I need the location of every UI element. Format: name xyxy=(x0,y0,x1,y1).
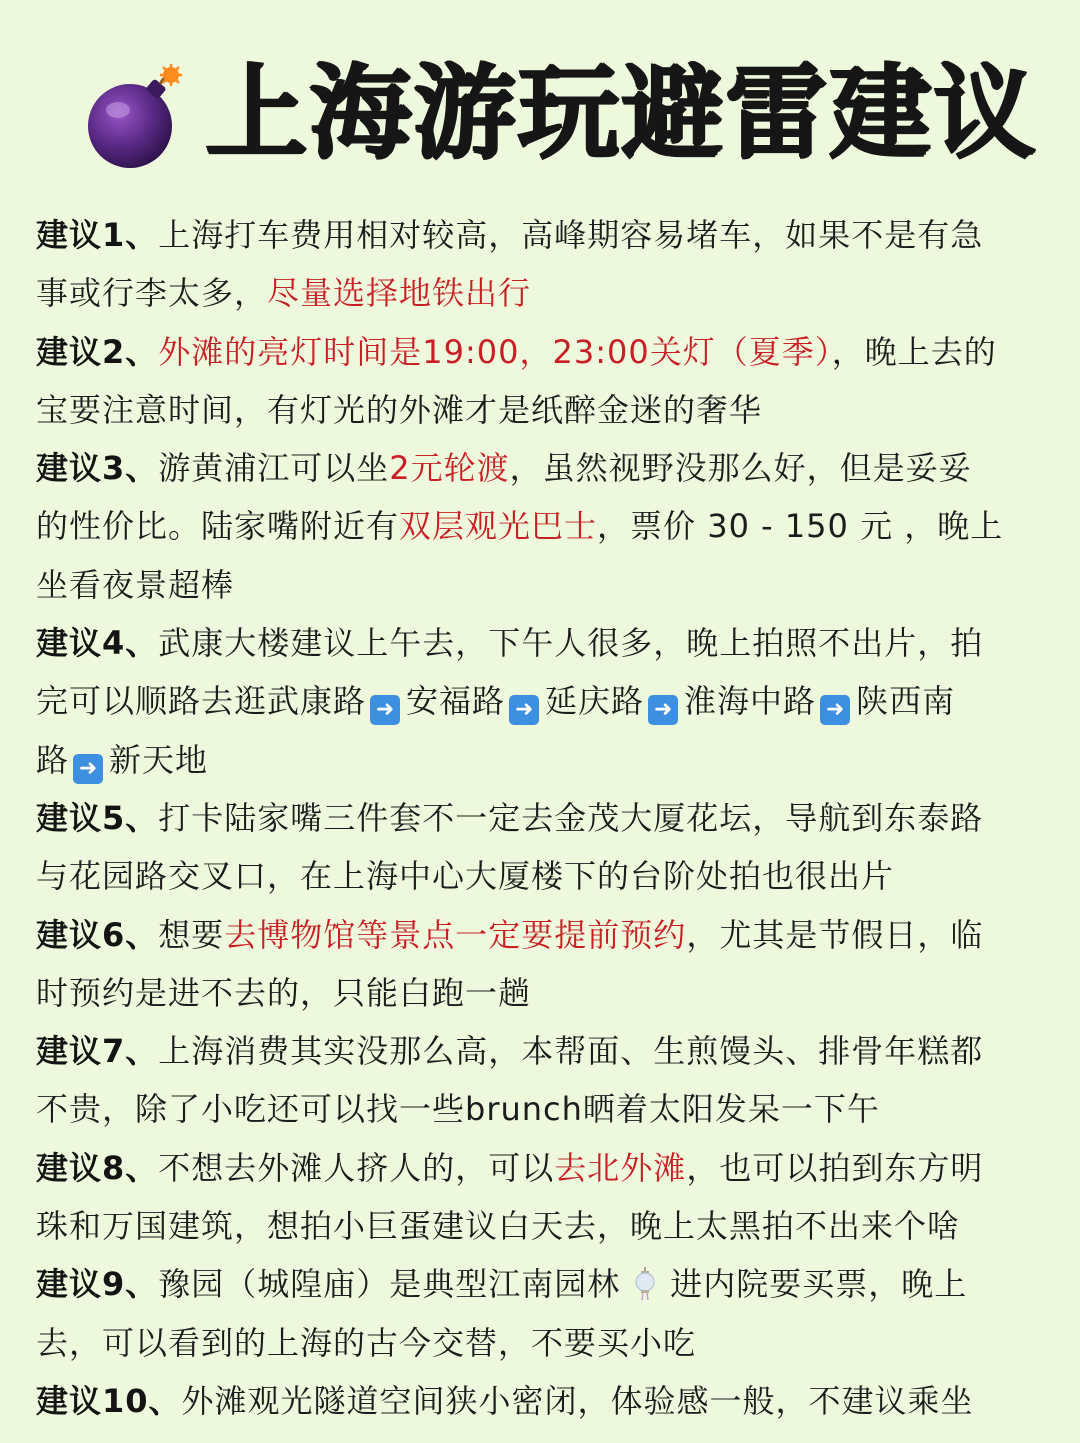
tip-4-line-2 xyxy=(36,672,1048,730)
tip-text: 陕西南 xyxy=(856,682,956,721)
tip-3-line-3 xyxy=(36,556,1048,614)
bomb-icon xyxy=(84,64,188,168)
tip-label: 建议8、 xyxy=(36,1148,159,1187)
tip-text: 淮海中路 xyxy=(684,682,817,721)
tip-text: 珠和万国建筑，想拍小巨蛋建议白天去，晚上太黑拍不出来个啥 xyxy=(36,1207,961,1246)
tip-text: ，晚上去的 xyxy=(831,332,997,371)
tip-text: 与花园路交叉口，在上海中心大厦楼下的台阶处拍也很出片 xyxy=(36,857,895,896)
tip-label: 建议4、 xyxy=(36,624,159,663)
tip-3-line-1 xyxy=(36,439,1048,497)
tip-text: 不想去外滩人挤人的，可以 xyxy=(158,1148,555,1187)
tip-label: 建议1、 xyxy=(36,216,159,254)
tip-1-line-1 xyxy=(36,206,1048,264)
tip-6-line-1 xyxy=(36,906,1048,964)
tip-text: 进内院要买票，晚上 xyxy=(670,1265,968,1304)
tip-label: 建议7、 xyxy=(36,1032,159,1071)
tip-text: 打卡陆家嘴三件套不一定去金茂大厦花坛，导航到东泰路 xyxy=(158,798,984,837)
arrow-right-icon: ➜ xyxy=(73,754,103,784)
tip-text: ，尤其是节假日，临 xyxy=(686,915,984,954)
tip-5-line-1 xyxy=(36,789,1048,847)
page-title: 上海游玩避雷建议 xyxy=(205,54,1037,173)
tips-list xyxy=(36,206,1048,1430)
tip-7-line-2 xyxy=(36,1080,1048,1138)
highlight-text: 去北外滩 xyxy=(554,1148,687,1187)
tip-label: 建议5、 xyxy=(36,798,159,837)
tip-label: 建议9、 xyxy=(36,1265,159,1304)
tip-text: 宝要注意时间，有灯光的外滩才是纸醉金迷的奢华 xyxy=(36,390,763,429)
tip-text: ，也可以拍到东方明 xyxy=(686,1148,984,1187)
tip-text: 路 xyxy=(36,740,70,779)
tip-4-line-3 xyxy=(36,731,1048,789)
tip-text: 安福路 xyxy=(406,682,506,721)
highlight-text: 外滩的亮灯时间是19:00，23:00关灯（夏季） xyxy=(158,332,832,371)
tip-text: 的性价比。陆家嘴附近有 xyxy=(36,507,400,546)
tip-6-line-2 xyxy=(36,964,1048,1022)
highlight-text: 2元轮渡 xyxy=(389,449,510,488)
tip-text: 游黄浦江可以坐 xyxy=(158,449,390,488)
tip-text: 时预约是进不去的，只能白跑一趟 xyxy=(36,973,532,1012)
tip-2-line-1 xyxy=(36,323,1048,381)
tip-text: 事或行李太多， xyxy=(36,274,268,313)
tip-text: ，票价 30 - 150 元 ，晚上 xyxy=(597,507,1004,546)
tip-3-line-2 xyxy=(36,497,1048,555)
tip-text: 延庆路 xyxy=(545,682,645,721)
tip-text: 外滩观光隧道空间狭小密闭，体验感一般，不建议乘坐 xyxy=(181,1381,974,1420)
tip-5-line-2 xyxy=(36,847,1048,905)
tip-1-line-2 xyxy=(36,264,1048,322)
arrow-right-icon: ➜ xyxy=(820,695,850,725)
tip-text: 新天地 xyxy=(109,740,209,779)
arrow-right-icon: ➜ xyxy=(509,695,539,725)
tip-text: 不贵，除了小吃还可以找一些brunch晒着太阳发呆一下午 xyxy=(36,1090,880,1129)
highlight-text: 双层观光巴士 xyxy=(399,507,598,546)
arrow-right-icon: ➜ xyxy=(648,695,678,725)
tip-8-line-2 xyxy=(36,1197,1048,1255)
lantern-icon xyxy=(630,1267,660,1301)
tip-10-line-1 xyxy=(36,1372,1048,1430)
tip-8-line-1 xyxy=(36,1139,1048,1197)
header xyxy=(0,50,1080,180)
tip-text: 武康大楼建议上午去，下午人很多，晚上拍照不出片，拍 xyxy=(158,624,984,663)
highlight-text: 去博物馆等景点一定要提前预约 xyxy=(224,915,687,954)
tip-label: 建议10、 xyxy=(36,1381,182,1420)
tip-text: 上海消费其实没那么高，本帮面、生煎馒头、排骨年糕都 xyxy=(158,1032,984,1071)
tip-label: 建议3、 xyxy=(36,449,159,488)
tip-4-line-1 xyxy=(36,614,1048,672)
tip-label: 建议2、 xyxy=(36,332,159,371)
tip-text: 上海打车费用相对较高，高峰期容易堵车，如果不是有急 xyxy=(158,216,984,254)
tip-text: ，虽然视野没那么好，但是妥妥 xyxy=(509,449,972,488)
tip-text: 去，可以看到的上海的古今交替，不要买小吃 xyxy=(36,1323,697,1362)
tip-text: 完可以顺路去逛武康路 xyxy=(36,682,367,721)
tip-9-line-1 xyxy=(36,1255,1048,1313)
tip-7-line-1 xyxy=(36,1022,1048,1080)
tip-2-line-2 xyxy=(36,381,1048,439)
arrow-right-icon: ➜ xyxy=(370,695,400,725)
tip-text: 豫园（城隍庙）是典型江南园林 xyxy=(158,1265,621,1304)
tip-label: 建议6、 xyxy=(36,915,159,954)
tip-9-line-2 xyxy=(36,1314,1048,1372)
tip-text: 坐看夜景超棒 xyxy=(36,565,235,604)
tip-text: 想要 xyxy=(158,915,225,954)
highlight-text: 尽量选择地铁出行 xyxy=(267,274,532,313)
